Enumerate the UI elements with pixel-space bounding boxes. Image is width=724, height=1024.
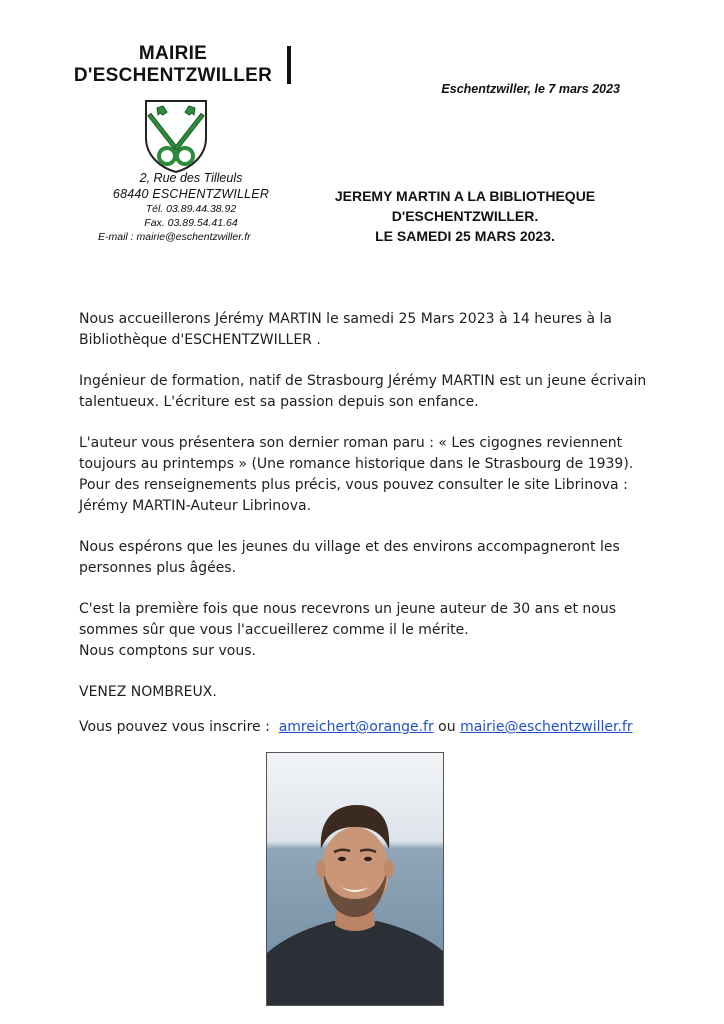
- signup-prefix: Vous pouvez vous inscrire :: [79, 719, 270, 735]
- paragraph-author-bio: Ingénieur de formation, natif de Strasbourg Jérémy MARTIN est un jeune écrivain talentueux. L'écriture est sa passion depuis son enfance.: [79, 373, 647, 410]
- crossed-keys-crest-icon: [143, 98, 209, 174]
- signup-line: [79, 717, 659, 738]
- address-city: 68440 ESCHENTZWILLER: [112, 187, 270, 201]
- author-portrait-photo: [266, 752, 444, 1006]
- paragraph-first-time: [79, 599, 659, 662]
- letter-date: Eschentzwiller, le 7 mars 2023: [441, 82, 620, 96]
- headline-line1: JEREMY MARTIN A LA BIBLIOTHEQUE: [334, 188, 596, 204]
- paragraph-invitation: Nous espérons que les jeunes du village et des environs accompagneront les personnes plus âgées.: [79, 539, 620, 576]
- paragraph-count-on-you: Nous comptons sur vous.: [79, 643, 256, 659]
- mairie-title-line2: D'ESCHENTZWILLER: [73, 65, 273, 86]
- mairie-email-line: E-mail : mairie@eschentzwiller.fr: [98, 231, 251, 243]
- headline-line3: LE SAMEDI 25 MARS 2023.: [375, 228, 555, 244]
- headline-line2: D'ESCHENTZWILLER.: [391, 208, 539, 224]
- paragraph-novel: L'auteur vous présentera son dernier roman paru : « Les cigognes reviennent toujours au printemps » (Une romance historique dans le Strasbourg de 1939). Pour des renseignements plus précis, vous pouvez consulter le site Librinova : Jérémy MARTIN-Auteur Librinova.: [79, 435, 634, 514]
- phone-number: Tél. 03.89.44.38.92: [145, 203, 237, 215]
- email-link-mairie[interactable]: mairie@eschentzwiller.fr: [460, 719, 633, 735]
- mairie-title-line1: MAIRIE: [138, 43, 208, 64]
- paragraph-venez: VENEZ NOMBREUX.: [79, 684, 217, 700]
- mairie-address-block: [76, 170, 306, 244]
- signup-or: ou: [438, 719, 456, 735]
- paragraph-event: Nous accueillerons Jérémy MARTIN le samedi 25 Mars 2023 à 14 heures à la Bibliothèque d'ESCHENTZWILLER .: [79, 311, 612, 348]
- mairie-title: [62, 43, 284, 87]
- email-link-amreichert[interactable]: amreichert@orange.fr: [278, 719, 434, 735]
- headline: [310, 186, 620, 246]
- letter-body: [79, 309, 659, 758]
- paragraph-first-time-text: C'est la première fois que nous recevrons un jeune auteur de 30 ans et nous sommes sûr que vous l'accueillerez comme il le mérite.: [79, 601, 616, 638]
- fax-number: Fax. 03.89.54.41.64: [144, 217, 238, 229]
- title-divider-bar: [287, 46, 291, 84]
- address-street: 2, Rue des Tilleuls: [139, 171, 243, 185]
